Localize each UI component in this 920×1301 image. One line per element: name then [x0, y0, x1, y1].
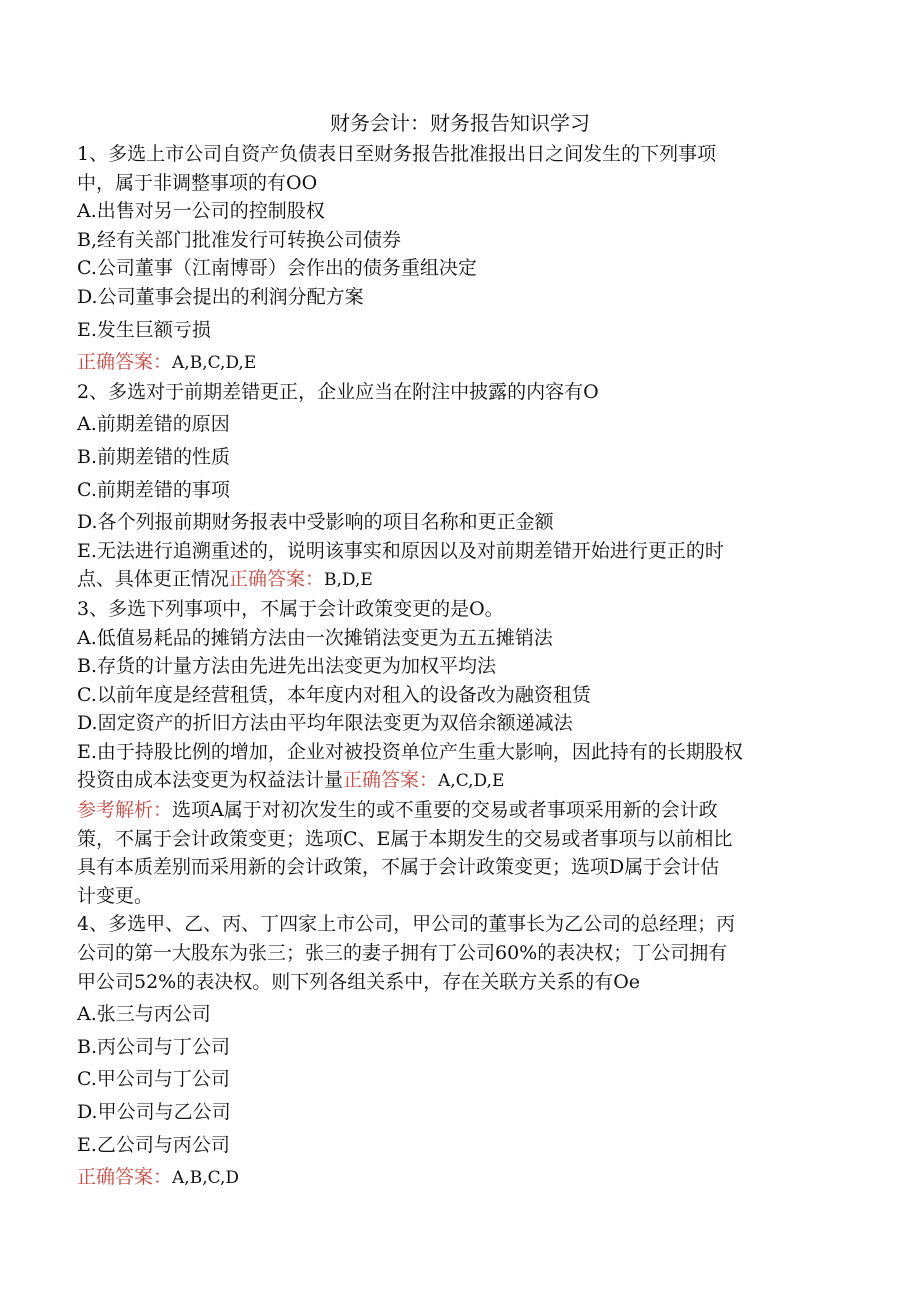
answer-label: 正确答案： [343, 769, 439, 792]
question-2-option-b: B.前期差错的性质 [77, 445, 231, 468]
question-3-option-b: B.存货的计量方法由先进先出法变更为加权平均法 [77, 655, 497, 678]
question-4-option-c: C.甲公司与丁公司 [77, 1068, 230, 1091]
question-4-stem-line-3: 甲公司52%的表决权。则下列各组关系中，存在关联方关系的有Oe [77, 970, 641, 993]
question-1-stem-line-2: 中，属于非调整事项的有OO [77, 171, 318, 194]
analysis-text: 选项A属于对初次发生的或不重要的交易或者事项采用新的会计政 [172, 799, 718, 822]
question-3-option-d: D.固定资产的折旧方法由平均年限法变更为双倍余额递减法 [77, 712, 573, 735]
question-2-tail: 点、具体更正情况 [77, 568, 230, 591]
question-2-option-a: A.前期差错的原因 [77, 413, 230, 436]
question-4-option-e: E.乙公司与丙公司 [77, 1133, 230, 1156]
question-4-option-b: B.丙公司与丁公司 [77, 1035, 231, 1058]
question-2-option-c: C.前期差错的事项 [77, 478, 230, 501]
question-1-option-c: C.公司董事（江南博哥）会作出的债务重组决定 [77, 257, 477, 280]
question-2 [77, 378, 837, 595]
answer-label: 正确答案： [77, 1166, 173, 1189]
question-3-option-a: A.低值易耗品的摊销方法由一次摊销法变更为五五摊销法 [77, 626, 553, 649]
question-3-tail-answer [77, 766, 837, 796]
question-3-stem: 3、多选下列事项中，不属于会计政策变更的是O。 [77, 597, 504, 620]
question-2-option-d: D.各个列报前期财务报表中受影响的项目名称和更正金额 [77, 511, 554, 534]
question-2-stem: 2、多选对于前期差错更正，企业应当在附注中披露的内容有O [77, 380, 599, 403]
question-4-stem-line-2: 公司的第一大股东为张三；张三的妻子拥有丁公司60%的表决权；丁公司拥有 [77, 942, 728, 965]
question-3-analysis-line-2: 策，不属于会计政策变更；选项C、E属于本期发生的交易或者事项与以前相比 [77, 827, 733, 850]
question-2-tail-answer [77, 565, 837, 595]
question-4 [77, 910, 837, 1192]
question-3 [77, 595, 837, 911]
question-3-analysis-line-3: 具有本质差别而采用新的会计政策，不属于会计政策变更；选项D属于会计估 [77, 856, 720, 879]
question-3-tail: 投资由成本法变更为权益法计量 [77, 769, 344, 792]
question-1 [77, 140, 837, 378]
question-1-option-e: E.发生巨额亏损 [77, 318, 211, 341]
question-4-answer [77, 1163, 837, 1193]
question-4-option-d: D.甲公司与乙公司 [77, 1101, 231, 1123]
question-1-option-b: B,经有关部门批准发行可转换公司债券 [77, 228, 402, 251]
document-title: 财务会计：财务报告知识学习 [330, 111, 590, 135]
answer-value: A,B,C,D [172, 1168, 240, 1189]
question-3-option-e: E.由于持股比例的增加，企业对被投资单位产生重大影响，因此持有的长期股权 [77, 740, 743, 763]
question-1-option-a: A.出售对另一公司的控制股权 [77, 200, 325, 223]
question-4-option-a: A.张三与丙公司 [77, 1003, 211, 1026]
question-3-option-c: C.以前年度是经营租赁，本年度内对租入的设备改为融资租赁 [77, 683, 591, 706]
answer-label: 正确答案： [229, 568, 325, 591]
answer-value: B,D,E [324, 570, 373, 591]
question-1-option-d: D.公司董事会提出的利润分配方案 [77, 285, 364, 308]
answer-label: 正确答案： [77, 351, 173, 374]
question-2-option-e: E.无法进行追溯重述的，说明该事实和原因以及对前期差错开始进行更正的时 [77, 539, 724, 562]
analysis-label: 参考解析： [77, 799, 173, 822]
question-3-analysis-line-1 [77, 796, 837, 825]
question-3-analysis-line-4: 计变更。 [77, 884, 154, 907]
answer-value: A,B,C,D,E [172, 353, 257, 374]
question-4-stem-line-1: 4、多选甲、乙、丙、丁四家上市公司，甲公司的董事长为乙公司的总经理；丙 [77, 913, 736, 936]
document-body [77, 140, 837, 1193]
question-1-answer [77, 348, 837, 378]
question-1-stem-line-1: 1、多选上市公司自资产负债表日至财务报告批准报出日之间发生的下列事项 [77, 143, 717, 165]
answer-value: A,C,D,E [438, 771, 505, 792]
